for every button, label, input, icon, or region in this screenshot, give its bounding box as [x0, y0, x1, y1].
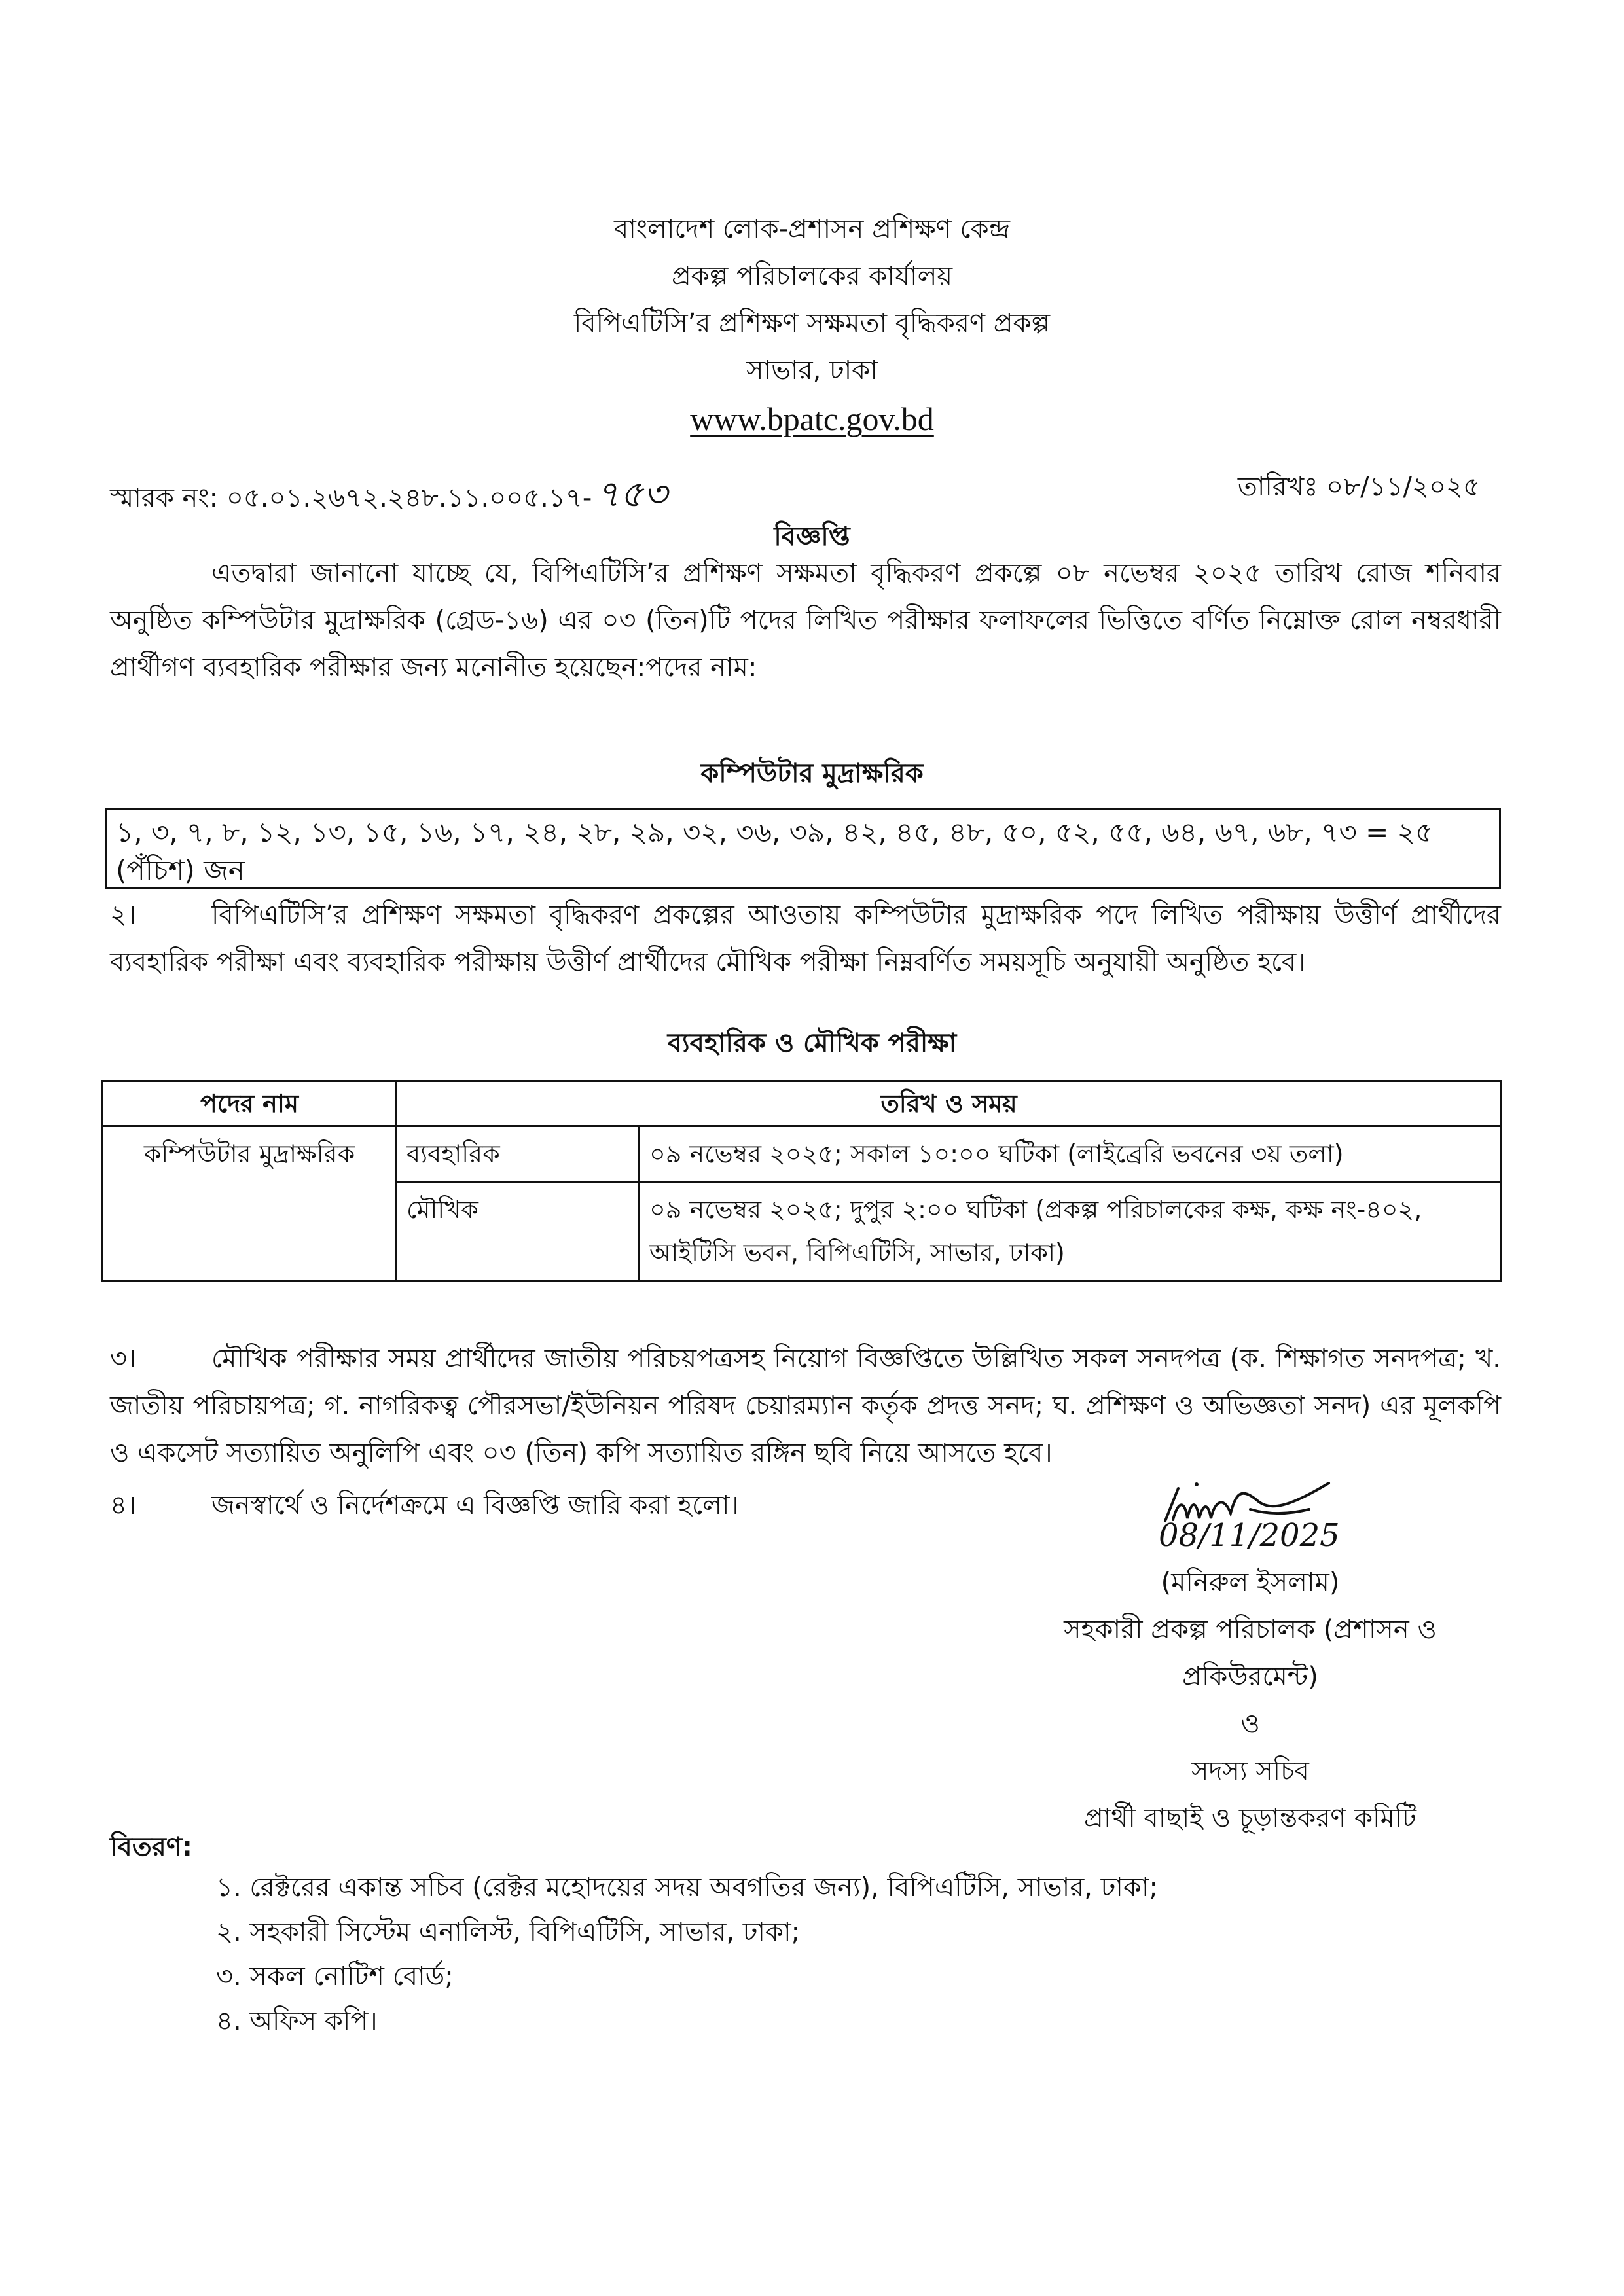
paragraph-3-number: ৩। — [110, 1344, 137, 1374]
header-post-name: পদের নাম — [103, 1081, 397, 1126]
paragraph-4-number: ৪। — [110, 1490, 137, 1520]
paragraph-2-number: ২। — [110, 900, 137, 930]
list-item: ২. সহকারী সিস্টেম এনালিস্ট, বিপিএটিসি, সাভার, ঢাকা; — [216, 1917, 801, 1947]
exam-datetime-cell: ০৯ নভেম্বর ২০২৫; সকাল ১০:০০ ঘটিকা (লাইব্রেরি ভবনের ৩য় তলা) — [640, 1126, 1502, 1182]
signatory-role-1: সদস্য সচিব — [1191, 1756, 1309, 1786]
paragraph-3 — [110, 1335, 1501, 1477]
issue-date: তারিখঃ ০৮/১১/২০২৫ — [1237, 472, 1480, 502]
paragraph-2 — [110, 891, 1501, 986]
website-link[interactable]: www.bpatc.gov.bd — [690, 401, 934, 437]
signatory-role-2: প্রার্থী বাছাই ও চূড়ান্তকরণ কমিটি — [1084, 1803, 1416, 1833]
list-item: ৪. অফিস কপি। — [216, 2006, 378, 2036]
signature-handwritten-date: 08/11/2025 — [1159, 1517, 1340, 1554]
schedule-title: ব্যবহারিক ও মৌখিক পরীক্ষা — [667, 1028, 957, 1058]
distribution-title: বিতরণ: — [110, 1832, 192, 1862]
office-location: সাভার, ঢাকা — [746, 355, 878, 386]
post-title: কম্পিউটার মুদ্রাক্ষরিক — [700, 759, 924, 789]
signatory-name: (মনিরুল ইসলাম) — [1161, 1568, 1340, 1598]
paragraph-1: এতদ্বারা জানানো যাচ্ছে যে, বিপিএটিসি’র প্রশিক্ষণ সক্ষমতা বৃদ্ধিকরণ প্রকল্পে ০৮ নভেম্বর ২০২৫ তারিখ রোজ শনিবার অনুষ্ঠিত কম্পিউটার মুদ্রাক্ষরিক (গ্রেড-১৬) এর ০৩ (তিন)টি পদের লিখিত পরীক্ষার ফলাফলের ভিত্তিতে বর্ণিত নিম্নোক্ত রোল নম্বরধারী প্রার্থীগণ ব্যবহারিক পরীক্ষার জন্য মনোনীত হয়েছেন:পদের নাম: — [110, 558, 1501, 683]
signatory-designation-1: সহকারী প্রকল্প পরিচালক (প্রশাসন ও — [1064, 1615, 1437, 1645]
paragraph-4-text: জনস্বার্থে ও নির্দেশক্রমে এ বিজ্ঞপ্তি জারি করা হলো। — [211, 1490, 739, 1520]
signatory-block — [1001, 1559, 1499, 1842]
project-name: বিপিএটিসি’র প্রশিক্ষণ সক্ষমতা বৃদ্ধিকরণ প্রকল্প — [573, 308, 1051, 338]
table-row — [103, 1126, 1502, 1182]
memo-label: স্মারক নং: ০৫.০১.২৬৭২.২৪৮.১১.০০৫.১৭- — [110, 483, 592, 513]
exam-type-cell: ব্যবহারিক — [397, 1126, 640, 1182]
paragraph-2-text: বিপিএটিসি’র প্রশিক্ষণ সক্ষমতা বৃদ্ধিকরণ প্রকল্পের আওতায় কম্পিউটার মুদ্রাক্ষরিক পদে লিখিত পরীক্ষায় উত্তীর্ণ প্রার্থীদের ব্যবহারিক পরীক্ষা এবং ব্যবহারিক পরীক্ষায় উত্তীর্ণ প্রার্থীদের মৌখিক পরীক্ষা নিম্নবর্ণিত সময়সূচি অনুযায়ী অনুষ্ঠিত হবে। — [110, 900, 1501, 977]
signatory-conjunction: ও — [1240, 1709, 1260, 1739]
notice-title: বিজ্ঞপ্তি — [774, 522, 850, 552]
post-name-cell: কম্পিউটার মুদ্রাক্ষরিক — [103, 1126, 397, 1281]
exam-datetime-cell: ০৯ নভেম্বর ২০২৫; দুপুর ২:০০ ঘটিকা (প্রকল্প পরিচালকের কক্ষ, কক্ষ নং-৪০২, আইটিসি ভবন, বিপিএটিসি, সাভার, ঢাকা) — [640, 1182, 1502, 1281]
paragraph-3-text: মৌখিক পরীক্ষার সময় প্রার্থীদের জাতীয় পরিচয়পত্রসহ নিয়োগ বিজ্ঞপ্তিতে উল্লিখিত সকল সনদপত্র (ক. শিক্ষাগত সনদপত্র; খ. জাতীয় পরিচায়পত্র; গ. নাগরিকত্ব পৌরসভা/ইউনিয়ন পরিষদ চেয়ারম্যান কর্তৃক প্রদত্ত সনদ; ঘ. প্রশিক্ষণ ও অভিজ্ঞতা সনদ) এর মূলকপি ও একসেট সত্যায়িত অনুলিপি এবং ০৩ (তিন) কপি সত্যায়িত রঙ্গিন ছবি নিয়ে আসতে হবে। — [110, 1344, 1501, 1468]
website-link-wrapper — [0, 403, 1624, 435]
office-name: প্রকল্প পরিচালকের কার্যালয় — [671, 261, 953, 291]
memo-handwritten-number: ৭৫৩ — [596, 473, 668, 516]
selected-rolls-box: ১, ৩, ৭, ৮, ১২, ১৩, ১৫, ১৬, ১৭, ২৪, ২৮, ২৯, ৩২, ৩৬, ৩৯, ৪২, ৪৫, ৪৮, ৫০, ৫২, ৫৫, ৬৪, ৬৭, ৬৮, ৭৩ = ২৫ (পঁচিশ) জন — [105, 808, 1501, 889]
header-date-time: তরিখ ও সময় — [397, 1081, 1502, 1126]
schedule-table — [101, 1080, 1502, 1282]
org-name: বাংলাদেশ লোক-প্রশাসন প্রশিক্ষণ কেন্দ্র — [614, 214, 1010, 244]
exam-type-cell: মৌখিক — [397, 1182, 640, 1281]
list-item: ৩. সকল নোটিশ বোর্ড; — [216, 1962, 454, 1992]
list-item: ১. রেক্টরের একান্ত সচিব (রেক্টর মহোদয়ের সদয় অবগতির জন্য), বিপিএটিসি, সাভার, ঢাকা; — [216, 1873, 1158, 1903]
table-header-row — [103, 1081, 1502, 1126]
distribution-list — [216, 1865, 1158, 2043]
signatory-designation-2: প্রকিউরমেন্ট) — [1182, 1662, 1318, 1692]
